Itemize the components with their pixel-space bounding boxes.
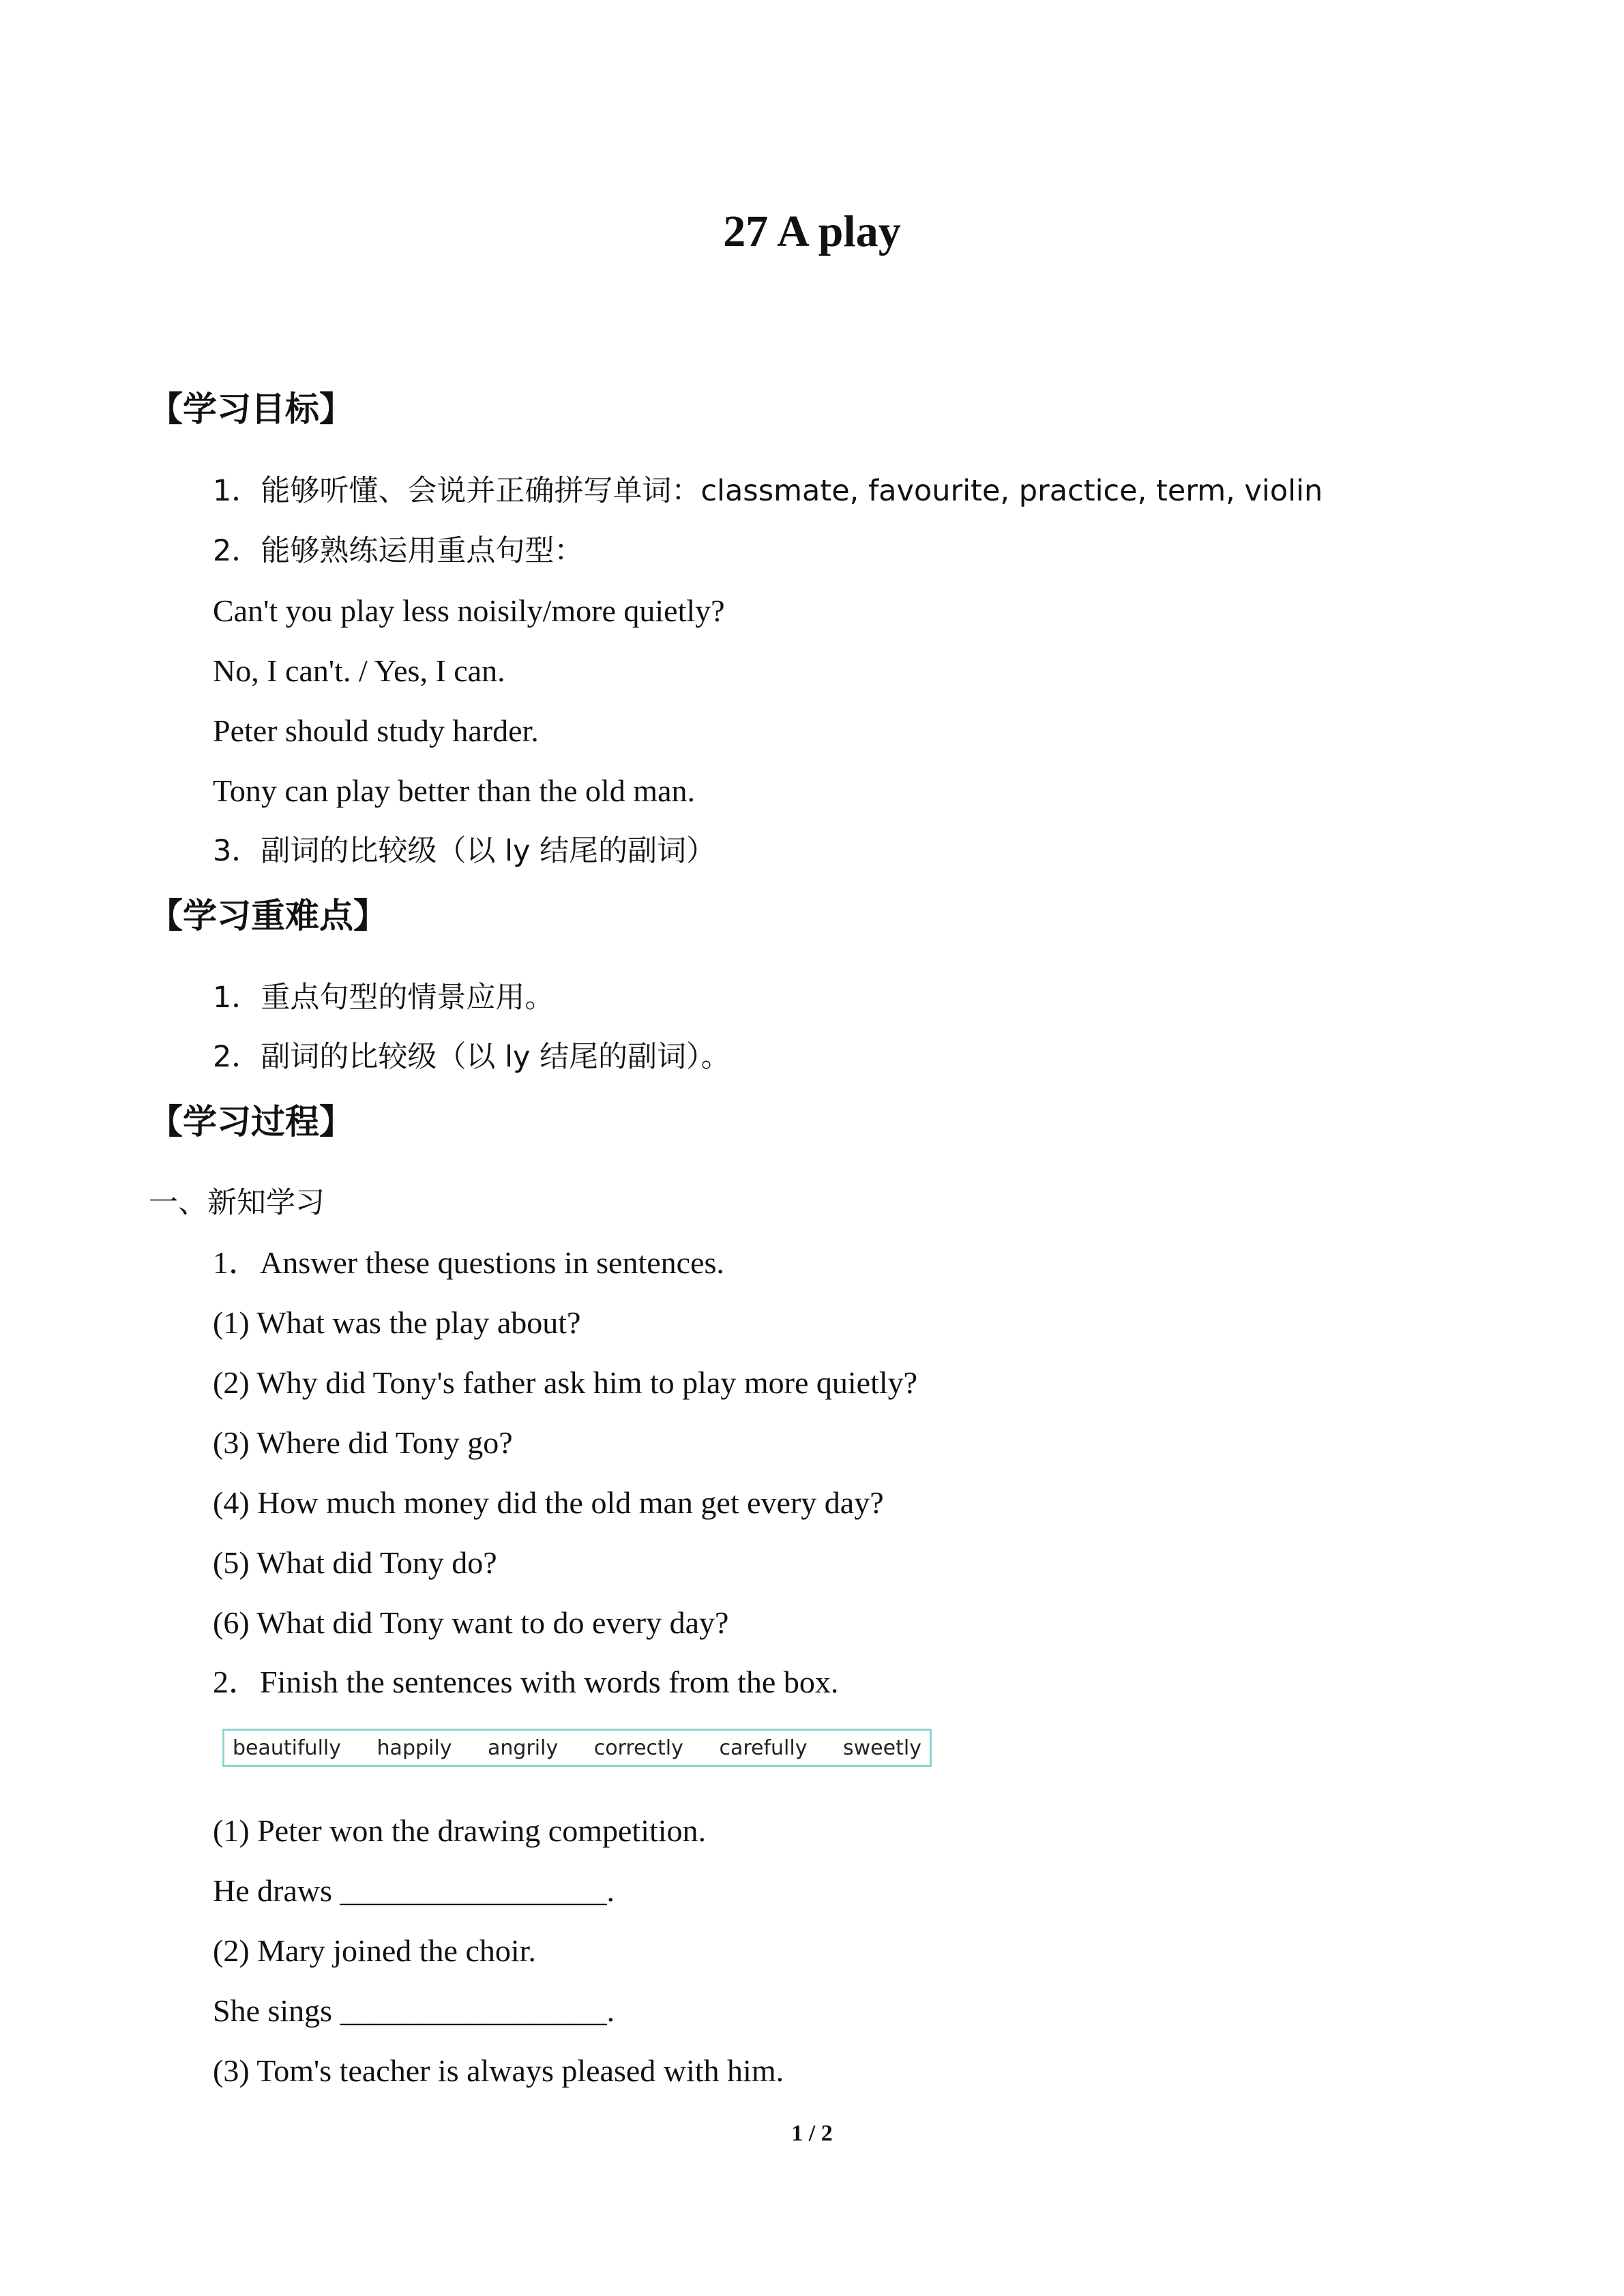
key-point-1: 1．重点句型的情景应用。 <box>213 981 555 1015</box>
key-point-2: 2．副词的比较级（以 ly 结尾的副词）。 <box>213 1040 730 1074</box>
word-box-item: happily <box>377 1735 452 1760</box>
question-2: (2) Why did Tony's father ask him to play more quietly? <box>213 1365 918 1400</box>
task-1-instruction: 1．Answer these questions in sentences. <box>213 1245 724 1280</box>
goal-item-3: 3．副词的比较级（以 ly 结尾的副词） <box>213 834 716 868</box>
fill-blank-2: She sings _________________. <box>213 1993 615 2028</box>
key-sentence-1: Can't you play less noisily/more quietly? <box>213 593 725 628</box>
question-1: (1) What was the play about? <box>213 1305 581 1340</box>
task-2-instruction: 2．Finish the sentences with words from the box. <box>213 1665 839 1699</box>
page-number: 1 / 2 <box>791 2121 833 2146</box>
goal-item-2: 2．能够熟练运用重点句型： <box>213 534 584 568</box>
key-sentence-2: No, I can't. / Yes, I can. <box>213 653 505 688</box>
question-3: (3) Where did Tony go? <box>213 1425 513 1460</box>
word-box-item: carefully <box>719 1735 808 1760</box>
question-4: (4) How much money did the old man get every day? <box>213 1485 884 1520</box>
word-box-item: correctly <box>593 1735 683 1760</box>
word-box <box>222 1729 932 1767</box>
section-heading-process: 【学习过程】 <box>149 1102 353 1142</box>
question-5: (5) What did Tony do? <box>213 1545 497 1580</box>
word-box-item: sweetly <box>843 1735 921 1760</box>
page-title: 27 A play <box>723 207 901 256</box>
fill-sentence-2: (2) Mary joined the choir. <box>213 1933 536 1968</box>
word-box-item: beautifully <box>233 1735 341 1760</box>
fill-sentence-3: (3) Tom's teacher is always pleased with him. <box>213 2053 784 2088</box>
part-heading: 一、新知学习 <box>149 1186 325 1220</box>
fill-sentence-1: (1) Peter won the drawing competition. <box>213 1813 707 1848</box>
goal-item-1: 1．能够听懂、会说并正确拼写单词：classmate, favourite, practice, term, violin <box>213 474 1323 508</box>
question-6: (6) What did Tony want to do every day? <box>213 1605 729 1640</box>
fill-blank-1: He draws _________________. <box>213 1873 615 1908</box>
word-box-item: angrily <box>488 1735 559 1760</box>
key-sentence-4: Tony can play better than the old man. <box>213 773 696 808</box>
key-sentence-3: Peter should study harder. <box>213 713 539 748</box>
section-heading-key-points: 【学习重难点】 <box>149 896 387 936</box>
section-heading-goals: 【学习目标】 <box>149 389 353 429</box>
